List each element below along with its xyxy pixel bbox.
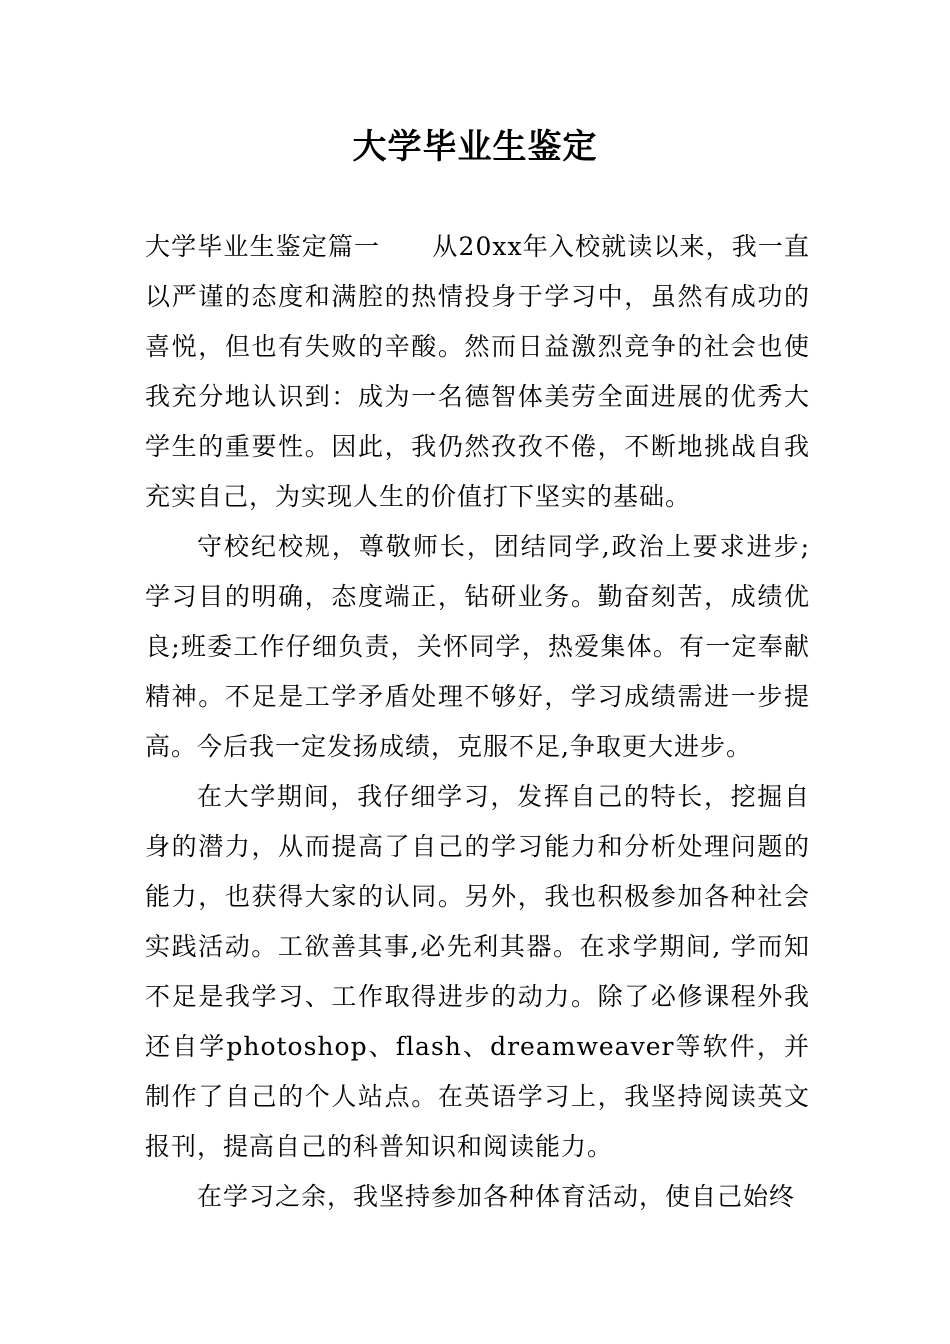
paragraph-1: 大学毕业生鉴定篇一 从20xx年入校就读以来，我一直以严谨的态度和满腔的热情投身于学习中，虽然有成功的喜悦，但也有失败的辛酸。然而日益激烈竞争的社会也使我充分地认识到：成为一名德智体美劳全面进展的优秀大学生的重要性。因此，我仍然孜孜不倦，不断地挑战自我充实自己，为实现人生的价值打下坚实的基础。 — [145, 232, 810, 511]
document-title: 大学毕业生鉴定 — [352, 127, 598, 167]
paragraph-4: 在学习之余，我坚持参加各种体育活动，使自己始终 — [197, 1182, 796, 1211]
document-body — [145, 222, 810, 1222]
paragraph-2: 守校纪校规，尊敬师长，团结同学,政治上要求进步;学习目的明确，态度端正，钻研业务。勤奋刻苦，成绩优良;班委工作仔细负责，关怀同学，热爱集体。有一定奉献精神。不足是工学矛盾处理不够好，学习成绩需进一步提高。今后我一定发扬成绩，克服不足,争取更大进步。 — [145, 532, 810, 761]
paragraph-3: 在大学期间，我仔细学习，发挥自己的特长，挖掘自身的潜力，从而提高了自己的学习能力和分析处理问题的能力，也获得大家的认同。另外，我也积极参加各种社会实践活动。工欲善其事,必先利其器。在求学期间, 学而知不足是我学习、工作取得进步的动力。除了必修课程外我还自学photoshop、flash、dreamweaver等软件，并制作了自己的个人站点。在英语学习上，我坚持阅读英文报刊，提高自己的科普知识和阅读能力。 — [145, 782, 810, 1161]
